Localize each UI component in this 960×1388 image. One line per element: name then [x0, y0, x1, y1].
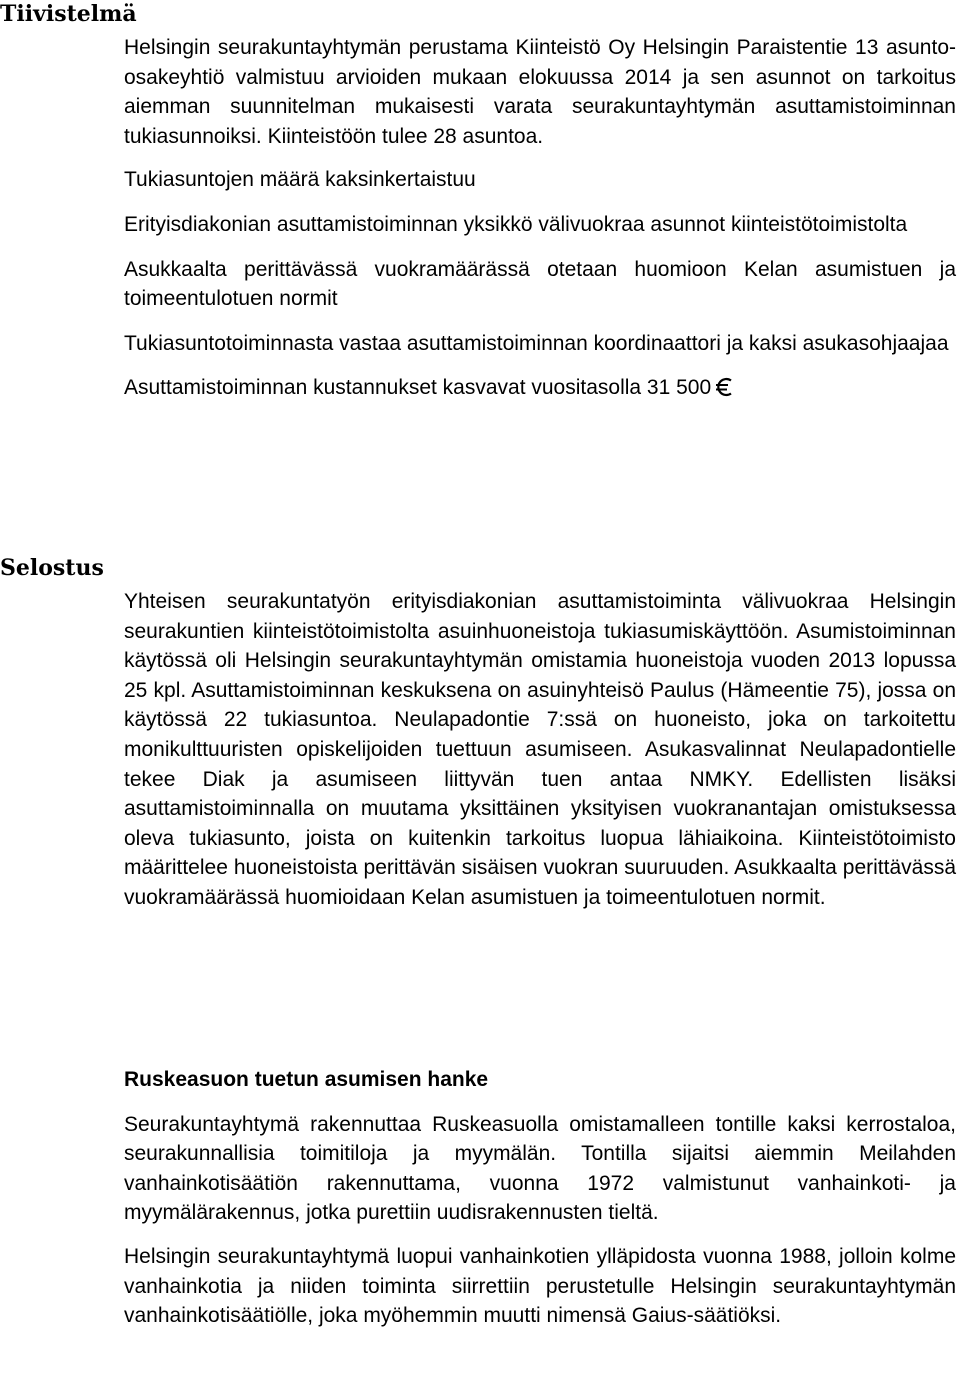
- tiivistelma-intro: Helsingin seurakuntayhtymän perustama Kiinteistö Oy Helsingin Paraistentie 13 asunto-osakeyhtiö valmistuu arvioiden mukaan elokuussa 2014 ja sen asunnot on tarkoitus aiemman suunnitelman mukaisesti varata seurakuntayhtymän asuttamistoiminnan tukiasunnoiksi. Kiinteistöön tulee 28 asuntoa.: [124, 36, 956, 148]
- section-heading-tiivistelma: Tiivistelmä: [0, 1, 137, 27]
- cost-text: Asuttamistoiminnan kustannukset kasvavat vuositasolla 31 500: [124, 376, 712, 400]
- tiivistelma-item: Tukiasuntotoiminnasta vastaa asuttamistoiminnan koordinaattori ja kaksi asukasohjaajaa: [124, 331, 949, 355]
- tiivistelma-item: Tukiasuntojen määrä kaksinkertaistuu: [124, 168, 476, 192]
- section-heading-selostus: Selostus: [0, 555, 104, 581]
- selostus-paragraph: Yhteisen seurakuntatyön erityisdiakonian asuttamistoiminta välivuokraa Helsingin seurakuntien kiinteistötoimistolta asuinhuoneistoja tukiasumiskäyttöön. Asumistoiminnan käytössä oli Helsingin seurakuntayhtymän omistamia huoneistoja vuoden 2013 lopussa 25 kpl. Asuttamistoiminnan keskuksena on asuinyhteisö Paulus (Hämeentie 75), jossa on käytössä 22 tukiasuntoa. Neulapadontie 7:ssä on huoneisto, joka on tarkoitettu monikulttuuristen opiskelijoiden tuettuun asumiseen. Asukasvalinnat Neulapadontielle tekee Diak ja asumiseen liittyvän tuen antaa NMKY. Edellisten lisäksi asuttamistoiminnalla on muutama yksittäinen yksityisen vuokranantajan omistuksessa oleva tukiasunto, joista on kuitenkin tarkoitus luopua lähiaikoina. Kiinteistötoimisto määrittelee huoneistoista perittävän sisäisen vuokran suuruuden. Asukkaalta perittävässä vuokramäärässä huomioidaan Kelan asumistuen ja toimeentulotuen normit.: [124, 590, 956, 909]
- tiivistelma-content: [124, 33, 956, 403]
- tiivistelma-item: [124, 373, 956, 403]
- euro-icon: [715, 377, 735, 397]
- tiivistelma-item: Erityisdiakonian asuttamistoiminnan yksikkö välivuokraa asunnot kiinteistötoimistolta: [124, 212, 908, 236]
- selostus-content: [124, 587, 956, 913]
- tiivistelma-item: Asukkaalta perittävässä vuokramäärässä otetaan huomioon Kelan asumistuen ja toimeentulotuen normit: [124, 257, 956, 311]
- ruskeasuo-paragraph: Seurakuntayhtymä rakennuttaa Ruskeasuolla omistamalleen tontille kaksi kerrostaloa, seurakunnallisia toimitiloja ja myymälän. Tontilla sijaitsi aiemmin Meilahden vanhainkotisäätiön rakennuttama, vuonna 1972 valmistunut vanhainkoti- ja myymälärakennus, jotka purettiin uudisrakennusten tieltä.: [124, 1112, 956, 1225]
- subheading-ruskeasuo: Ruskeasuon tuetun asumisen hanke: [124, 1068, 489, 1091]
- ruskeasuo-paragraph: Helsingin seurakuntayhtymä luopui vanhainkotien ylläpidosta vuonna 1988, jolloin kolme vanhainkotia ja niiden toiminta siirrettiin perustetulle Helsingin seurakuntayhtymän vanhainkotisäätiölle, joka myöhemmin muutti nimensä Gaius-säätiöksi.: [124, 1244, 956, 1328]
- ruskeasuo-content: [124, 1065, 956, 1331]
